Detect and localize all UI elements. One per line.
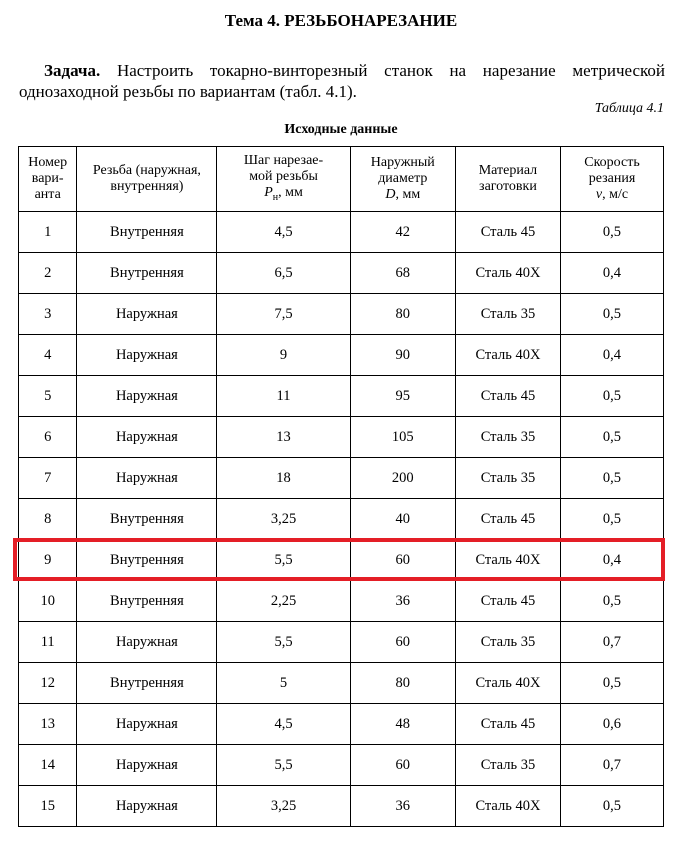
outer-diameter-cell: 90: [350, 335, 455, 376]
material-cell: Сталь 35: [455, 458, 560, 499]
table-row: [19, 253, 664, 294]
header-outer-diameter: Наружный диаметр D, мм: [350, 147, 455, 212]
table-row: [19, 663, 664, 704]
table-row: [19, 294, 664, 335]
material-cell: Сталь 40Х: [455, 253, 560, 294]
cutting-speed-cell: 0,4: [560, 540, 663, 581]
outer-diameter-cell: 36: [350, 786, 455, 827]
thread-type-cell: Наружная: [77, 458, 217, 499]
thread-type-cell: Наружная: [77, 786, 217, 827]
task-label: Задача.: [44, 61, 101, 80]
table-row: [19, 376, 664, 417]
material-cell: Сталь 35: [455, 622, 560, 663]
cutting-speed-cell: 0,5: [560, 499, 663, 540]
outer-diameter-cell: 80: [350, 294, 455, 335]
outer-diameter-cell: 80: [350, 663, 455, 704]
cutting-speed-cell: 0,5: [560, 376, 663, 417]
variant-number-cell: 12: [19, 663, 77, 704]
variant-number-cell: 6: [19, 417, 77, 458]
cutting-speed-cell: 0,4: [560, 253, 663, 294]
variant-number-cell: 1: [19, 212, 77, 253]
thread-type-cell: Наружная: [77, 335, 217, 376]
material-cell: Сталь 40Х: [455, 663, 560, 704]
thread-pitch-cell: 6,5: [217, 253, 350, 294]
thread-type-cell: Наружная: [77, 704, 217, 745]
thread-type-cell: Внутренняя: [77, 212, 217, 253]
outer-diameter-cell: 48: [350, 704, 455, 745]
cutting-speed-cell: 0,6: [560, 704, 663, 745]
header-cutting-speed: Скорость резания v, м/с: [560, 147, 663, 212]
thread-type-cell: Наружная: [77, 622, 217, 663]
thread-type-cell: Внутренняя: [77, 663, 217, 704]
material-cell: Сталь 45: [455, 704, 560, 745]
thread-type-cell: Наружная: [77, 417, 217, 458]
thread-type-cell: Внутренняя: [77, 499, 217, 540]
header-thread-type: Резьба (наружная, внутренняя): [77, 147, 217, 212]
material-cell: Сталь 35: [455, 417, 560, 458]
cutting-speed-cell: 0,5: [560, 663, 663, 704]
cutting-speed-cell: 0,7: [560, 745, 663, 786]
outer-diameter-cell: 200: [350, 458, 455, 499]
thread-pitch-cell: 2,25: [217, 581, 350, 622]
table-caption: Исходные данные: [284, 122, 398, 137]
table-row: [19, 622, 664, 663]
table-row: [19, 417, 664, 458]
variant-number-cell: 3: [19, 294, 77, 335]
task-paragraph: [19, 60, 665, 102]
table-body: [19, 212, 664, 827]
outer-diameter-cell: 40: [350, 499, 455, 540]
thread-pitch-cell: 3,25: [217, 786, 350, 827]
thread-pitch-cell: 5: [217, 663, 350, 704]
variant-number-cell: 10: [19, 581, 77, 622]
cutting-speed-cell: 0,7: [560, 622, 663, 663]
table-row: [19, 540, 664, 581]
page-title: Тема 4. РЕЗЬБОНАРЕЗАНИЕ: [224, 11, 458, 30]
outer-diameter-cell: 68: [350, 253, 455, 294]
cutting-speed-cell: 0,5: [560, 458, 663, 499]
source-data-table: [18, 146, 664, 827]
table-header-row: [19, 147, 664, 212]
cutting-speed-cell: 0,5: [560, 581, 663, 622]
thread-pitch-cell: 11: [217, 376, 350, 417]
variant-number-cell: 15: [19, 786, 77, 827]
variant-number-cell: 5: [19, 376, 77, 417]
thread-pitch-cell: 13: [217, 417, 350, 458]
cutting-speed-cell: 0,5: [560, 212, 663, 253]
thread-pitch-cell: 5,5: [217, 540, 350, 581]
cutting-speed-cell: 0,4: [560, 335, 663, 376]
cutting-speed-cell: 0,5: [560, 417, 663, 458]
material-cell: Сталь 35: [455, 294, 560, 335]
thread-type-cell: Внутренняя: [77, 253, 217, 294]
table-row: [19, 745, 664, 786]
thread-type-cell: Наружная: [77, 745, 217, 786]
table-row: [19, 786, 664, 827]
material-cell: Сталь 40Х: [455, 540, 560, 581]
variant-number-cell: 11: [19, 622, 77, 663]
thread-pitch-cell: 4,5: [217, 212, 350, 253]
thread-pitch-cell: 7,5: [217, 294, 350, 335]
thread-pitch-cell: 5,5: [217, 745, 350, 786]
outer-diameter-cell: 60: [350, 540, 455, 581]
material-cell: Сталь 45: [455, 376, 560, 417]
material-cell: Сталь 45: [455, 581, 560, 622]
variant-number-cell: 9: [19, 540, 77, 581]
thread-type-cell: Внутренняя: [77, 540, 217, 581]
thread-pitch-cell: 4,5: [217, 704, 350, 745]
thread-pitch-cell: 18: [217, 458, 350, 499]
material-cell: Сталь 40Х: [455, 335, 560, 376]
variant-number-cell: 13: [19, 704, 77, 745]
outer-diameter-cell: 95: [350, 376, 455, 417]
variant-number-cell: 2: [19, 253, 77, 294]
variant-number-cell: 14: [19, 745, 77, 786]
table-row: [19, 458, 664, 499]
table-number-label: Таблица 4.1: [594, 101, 664, 116]
table-row: [19, 212, 664, 253]
material-cell: Сталь 40Х: [455, 786, 560, 827]
table-row: [19, 499, 664, 540]
thread-type-cell: Наружная: [77, 294, 217, 335]
thread-pitch-cell: 3,25: [217, 499, 350, 540]
material-cell: Сталь 45: [455, 212, 560, 253]
table-row: [19, 581, 664, 622]
outer-diameter-cell: 36: [350, 581, 455, 622]
header-variant-number: Номер вари- анта: [19, 147, 77, 212]
thread-pitch-cell: 5,5: [217, 622, 350, 663]
header-workpiece-material: Материал заготовки: [455, 147, 560, 212]
thread-type-cell: Внутренняя: [77, 581, 217, 622]
outer-diameter-cell: 105: [350, 417, 455, 458]
outer-diameter-cell: 42: [350, 212, 455, 253]
header-thread-pitch: Шаг нарезае- мой резьбы $P_н$, мм: [217, 147, 350, 212]
material-cell: Сталь 45: [455, 499, 560, 540]
table-row: [19, 704, 664, 745]
table-row: [19, 335, 664, 376]
variant-number-cell: 7: [19, 458, 77, 499]
outer-diameter-cell: 60: [350, 745, 455, 786]
thread-pitch-cell: 9: [217, 335, 350, 376]
task-text: Настроить токарно-винторезный станок на нарезание метрической однозаходной резьбы по вариантам (табл. 4.1).: [19, 61, 665, 101]
thread-type-cell: Наружная: [77, 376, 217, 417]
outer-diameter-cell: 60: [350, 622, 455, 663]
variant-number-cell: 8: [19, 499, 77, 540]
material-cell: Сталь 35: [455, 745, 560, 786]
variant-number-cell: 4: [19, 335, 77, 376]
cutting-speed-cell: 0,5: [560, 786, 663, 827]
cutting-speed-cell: 0,5: [560, 294, 663, 335]
